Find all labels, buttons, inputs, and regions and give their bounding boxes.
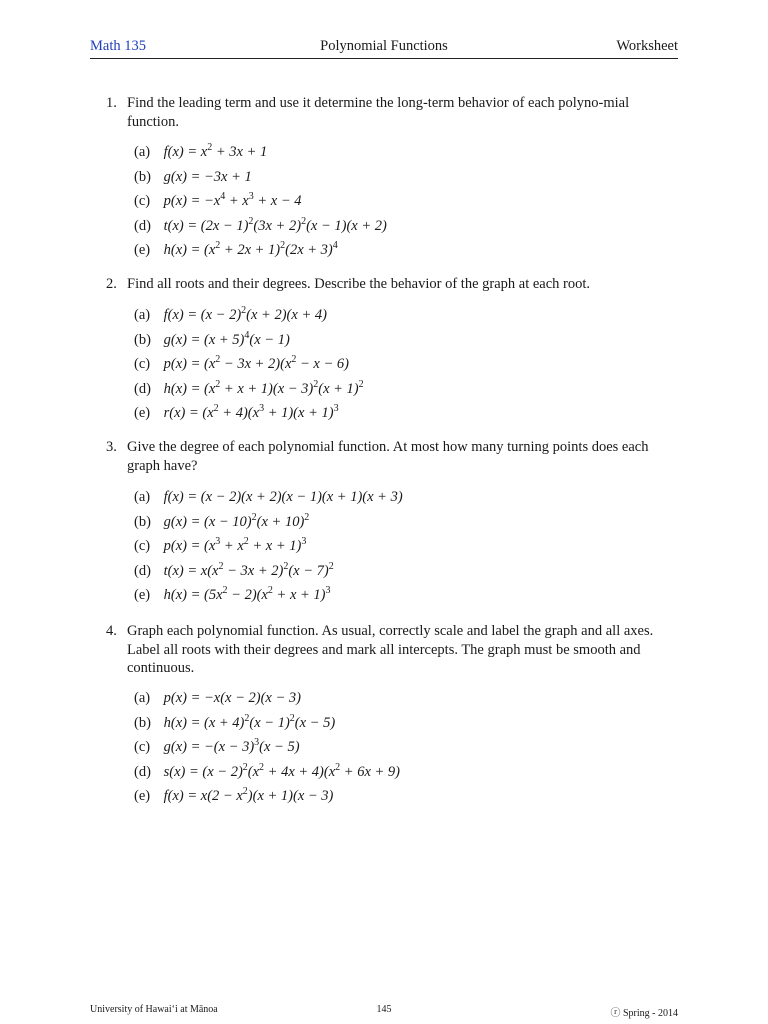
item-expression: g(x) = −3x + 1 xyxy=(163,168,252,185)
page-number: 145 xyxy=(376,1004,392,1015)
problem-item xyxy=(134,380,364,405)
item-label: (c) xyxy=(134,193,151,209)
item-expression: $h(x) = (x + 4)^2(x - 1)^2(x - 5)$ xyxy=(163,712,336,731)
page-header xyxy=(90,36,678,59)
problem-number: 3. xyxy=(106,439,117,455)
item-expression: $g(x) = -(x - 3)^3(x - 5)$ xyxy=(163,737,300,755)
problem-2-items xyxy=(134,306,364,429)
item-label: (d) xyxy=(134,217,151,234)
item-expression: $s(x) = (x - 2)^2(x^2 + 4x + 4)(x^2 + 6x + 9)$ xyxy=(163,761,400,780)
item-expression: p(x) = −x(x − 2)(x − 3) xyxy=(163,690,301,706)
problem-1-items xyxy=(134,143,387,266)
problem-item xyxy=(134,787,400,812)
problem-1 xyxy=(106,94,678,131)
item-expression: $h(x) = (x^2 + x + 1)(x - 3)^2(x + 1)^2$ xyxy=(163,378,364,397)
item-label: (e) xyxy=(134,405,151,421)
problem-item xyxy=(134,168,387,193)
problem-text: Give the degree of each polynomial function. At most how many turning points does each graph have? xyxy=(127,439,649,474)
item-expression: $g(x) = (x - 10)^2(x + 10)^2$ xyxy=(163,511,310,530)
item-expression: $p(x) = (x^2 - 3x + 2)(x^2 - x - 6)$ xyxy=(163,354,349,372)
item-label: (d) xyxy=(134,380,151,397)
item-expression: $t(x) = (2x - 1)^2(3x + 2)^2(x - 1)(x + 2)$ xyxy=(163,215,387,234)
item-label: (b) xyxy=(134,714,151,731)
problem-item xyxy=(134,586,403,611)
problem-item xyxy=(134,143,387,168)
problem-3-items xyxy=(134,488,403,611)
item-label: (c) xyxy=(134,538,151,554)
problem-item xyxy=(134,241,387,266)
item-expression: f(x) = (x − 2)(x + 2)(x − 1)(x + 1)(x + 3) xyxy=(163,489,403,505)
item-label: (b) xyxy=(134,168,151,185)
item-label: (e) xyxy=(134,242,151,258)
problem-4 xyxy=(106,622,678,678)
problem-item xyxy=(134,537,403,562)
problem-item xyxy=(134,488,403,513)
problem-item xyxy=(134,562,403,587)
document-type: Worksheet xyxy=(616,38,678,54)
item-expression: $h(x) = (5x^2 - 2)(x^2 + x + 1)^3$ xyxy=(163,585,331,603)
item-label: (a) xyxy=(134,144,151,160)
item-label: (e) xyxy=(134,788,151,804)
item-expression: $f(x) = x(2 - x^2)(x + 1)(x - 3)$ xyxy=(163,786,334,804)
item-label: (b) xyxy=(134,513,151,530)
item-expression: $h(x) = (x^2 + 2x + 1)^2(2x + 3)^4$ xyxy=(163,240,338,258)
item-expression: $g(x) = (x + 5)^4(x - 1)$ xyxy=(163,329,290,348)
problem-4-items xyxy=(134,689,400,812)
item-expression: $r(x) = (x^2 + 4)(x^3 + 1)(x + 1)^3$ xyxy=(163,403,339,421)
item-label: (e) xyxy=(134,587,151,603)
item-expression: $f(x) = (x - 2)^2(x + 2)(x + 4)$ xyxy=(163,305,327,323)
worksheet-topic: Polynomial Functions xyxy=(320,38,448,54)
problem-item xyxy=(134,331,364,356)
problem-number: 4. xyxy=(106,623,117,639)
problem-text: Find the leading term and use it determine the long-term behavior of each polyno-mial function. xyxy=(127,95,630,130)
problem-item xyxy=(134,689,400,714)
item-label: (a) xyxy=(134,307,151,323)
item-label: (b) xyxy=(134,331,151,348)
problem-item xyxy=(134,714,400,739)
institution-name: University of Hawai‘i at Mānoa xyxy=(90,1004,218,1015)
problem-item xyxy=(134,763,400,788)
problem-2 xyxy=(106,275,678,294)
term-label: ⓡ Spring - 2014 xyxy=(610,1008,678,1019)
item-label: (a) xyxy=(134,489,151,505)
problem-3 xyxy=(106,438,678,475)
problem-number: 1. xyxy=(106,95,117,111)
item-expression: $p(x) = -x^4 + x^3 + x - 4$ xyxy=(163,191,302,209)
item-label: (c) xyxy=(134,739,151,755)
problem-item xyxy=(134,738,400,763)
item-label: (d) xyxy=(134,562,151,579)
problem-item xyxy=(134,355,364,380)
item-label: (c) xyxy=(134,356,151,372)
item-label: (d) xyxy=(134,763,151,780)
page-footer xyxy=(90,1004,678,1018)
problem-item xyxy=(134,306,364,331)
problem-text: Find all roots and their degrees. Describe the behavior of the graph at each root. xyxy=(127,276,591,292)
item-expression: $f(x) = x^2 + 3x + 1$ xyxy=(163,142,268,160)
problem-item xyxy=(134,192,387,217)
course-name: Math 135 xyxy=(90,38,146,54)
problem-item xyxy=(134,217,387,242)
problem-item xyxy=(134,404,364,429)
item-label: (a) xyxy=(134,690,151,706)
problem-item xyxy=(134,513,403,538)
item-expression: $t(x) = x(x^2 - 3x + 2)^2(x - 7)^2$ xyxy=(163,560,334,579)
problem-number: 2. xyxy=(106,276,117,292)
item-expression: $p(x) = (x^3 + x^2 + x + 1)^3$ xyxy=(163,536,307,554)
problem-text: Graph each polynomial function. As usual, correctly scale and label the graph and all axes. Label all roots with their degrees and mark all intercepts. The graph must be smooth and continuous. xyxy=(127,623,654,676)
